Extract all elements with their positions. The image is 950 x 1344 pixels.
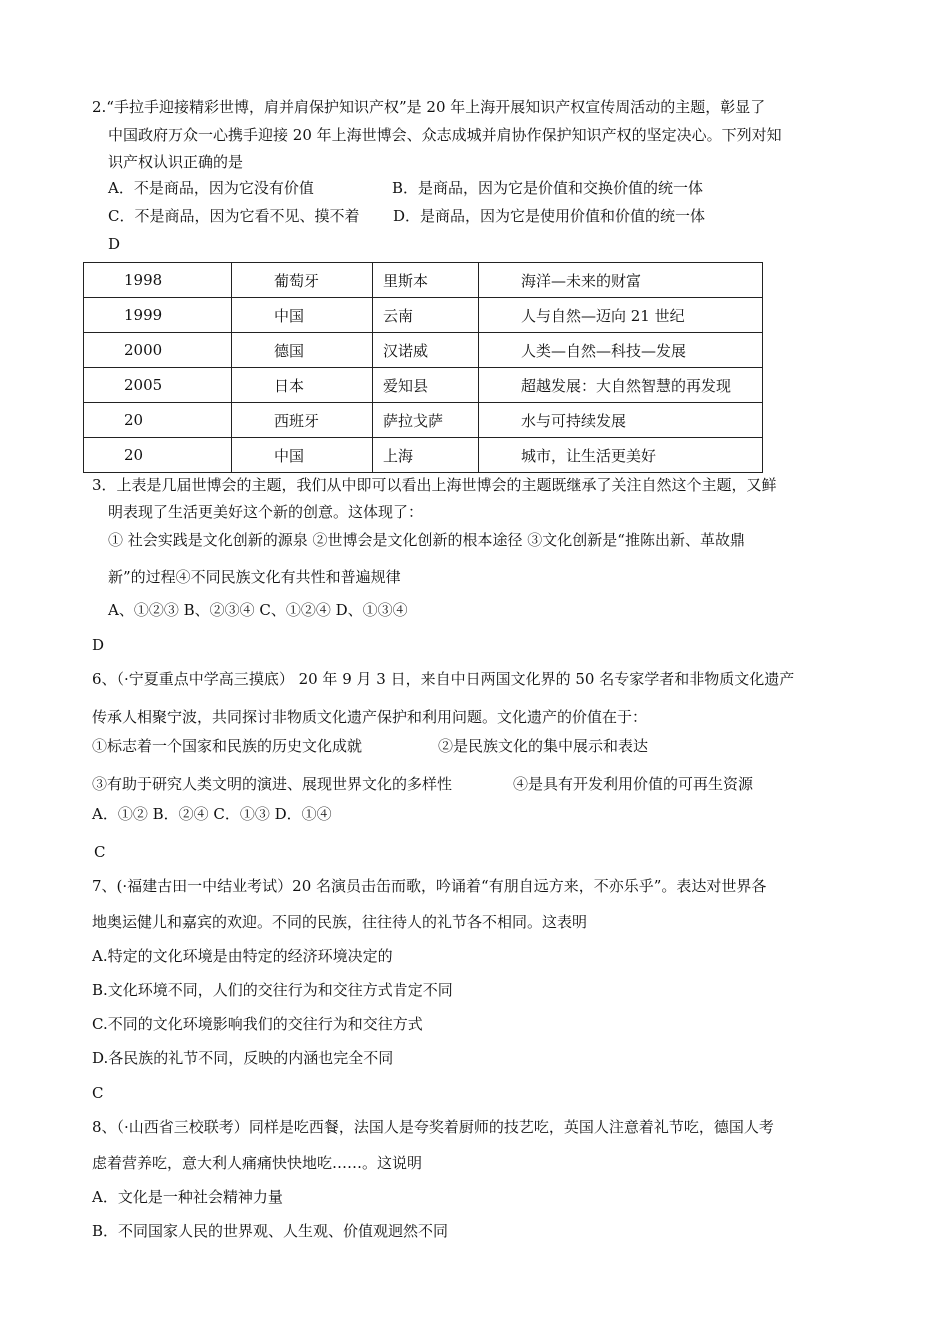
table-cell-theme: 海洋—未来的财富 <box>479 263 763 298</box>
table-cell-city: 爱知县 <box>373 368 479 403</box>
q2-option-b: B．是商品，因为它是价值和交换价值的统一体 <box>392 179 704 197</box>
table-cell-year: 1998 <box>84 263 232 298</box>
q3-items-line2: 新”的过程④不同民族文化有共性和普遍规律 <box>108 568 401 586</box>
q6-stem-line2: 传承人相聚宁波，共同探讨非物质文化遗产保护和利用问题。文化遗产的价值在于： <box>92 708 648 726</box>
table-cell-theme: 水与可持续发展 <box>479 403 763 438</box>
q8-stem-line1: 8、（·山西省三校联考）同样是吃西餐，法国人是夸奖着厨师的技艺吃，英国人注意着礼节吃，德国人考 <box>92 1118 774 1136</box>
table-row <box>84 438 763 473</box>
table-cell-city: 里斯本 <box>373 263 479 298</box>
q3-stem-line1: 3．上表是几届世博会的主题，我们从中即可以看出上海世博会的主题既继承了关注自然这个主题，又鲜 <box>92 476 777 494</box>
q7-stem-line2: 地奥运健儿和嘉宾的欢迎。不同的民族，往往待人的礼节各不相同。这表明 <box>92 913 588 931</box>
table-row <box>84 263 763 298</box>
q6-options: A．①② B．②④ C．①③ D．①④ <box>92 805 332 823</box>
q6-stem-line1: 6、（·宁夏重点中学高三摸底） 20 年 9 月 3 日，来自中日两国文化界的 50 名专家学者和非物质文化遗产 <box>92 670 795 688</box>
q3-items-line1: ① 社会实践是文化创新的源泉 ②世博会是文化创新的根本途径 ③文化创新是“推陈出新、革故鼎 <box>108 531 745 549</box>
q7-option-c: C.不同的文化环境影响我们的交往行为和交往方式 <box>92 1015 423 1033</box>
q7-option-d: D.各民族的礼节不同，反映的内涵也完全不同 <box>92 1049 394 1067</box>
q3-answer: D <box>92 636 105 654</box>
q7-option-b: B.文化环境不同，人们的交往行为和交往方式肯定不同 <box>92 981 453 999</box>
q6-answer: C <box>94 843 106 861</box>
q3-options: A、①②③ B、②③④ C、①②④ D、①③④ <box>108 601 408 619</box>
table-cell-country: 中国 <box>232 438 373 473</box>
q7-option-a: A.特定的文化环境是由特定的经济环境决定的 <box>92 947 393 965</box>
table-cell-city: 汉诺威 <box>373 333 479 368</box>
q2-stem-line2: 中国政府万众一心携手迎接 20 年上海世博会、众志成城并肩协作保护知识产权的坚定决心。下列对知 <box>108 126 782 144</box>
q2-option-d: D．是商品，因为它是使用价值和价值的统一体 <box>393 207 706 225</box>
q6-item-2: ②是民族文化的集中展示和表达 <box>438 737 649 755</box>
q7-answer: C <box>92 1084 104 1102</box>
q7-stem-line1: 7、(·福建古田一中结业考试）20 名演员击缶而歌，吟诵着“有朋自远方来，不亦乐乎”。表达对世界各 <box>92 877 767 895</box>
q2-option-c: C．不是商品，因为它看不见、摸不着 <box>108 207 360 225</box>
table-cell-theme: 城市，让生活更美好 <box>479 438 763 473</box>
table-cell-year: 2000 <box>84 333 232 368</box>
q2-option-a: A．不是商品，因为它没有价值 <box>108 179 314 197</box>
table-cell-city: 云南 <box>373 298 479 333</box>
q3-stem-line2: 明表现了生活更美好这个新的创意。这体现了： <box>108 503 424 521</box>
q8-option-b: B．不同国家人民的世界观、人生观、价值观迥然不同 <box>92 1222 449 1240</box>
q8-stem-line2: 虑着营养吃，意大利人痛痛快快地吃……。这说明 <box>92 1154 423 1172</box>
table-cell-year: 20 <box>84 403 232 438</box>
table-cell-country: 德国 <box>232 333 373 368</box>
table-cell-theme: 人与自然—迈向 21 世纪 <box>479 298 763 333</box>
q8-option-a: A．文化是一种社会精神力量 <box>92 1188 283 1206</box>
table-cell-theme: 人类—自然—科技—发展 <box>479 333 763 368</box>
table-cell-year: 2005 <box>84 368 232 403</box>
table-row <box>84 368 763 403</box>
q2-stem-line3: 识产权认识正确的是 <box>108 153 244 171</box>
table-row <box>84 403 763 438</box>
q6-item-4: ④是具有开发利用价值的可再生资源 <box>513 775 754 793</box>
table-row <box>84 298 763 333</box>
table-cell-country: 葡萄牙 <box>232 263 373 298</box>
q6-item-1: ①标志着一个国家和民族的历史文化成就 <box>92 737 363 755</box>
table-cell-country: 西班牙 <box>232 403 373 438</box>
table-cell-year: 1999 <box>84 298 232 333</box>
q6-item-3: ③有助于研究人类文明的演进、展现世界文化的多样性 <box>92 775 453 793</box>
table-cell-country: 中国 <box>232 298 373 333</box>
table-cell-city: 萨拉戈萨 <box>373 403 479 438</box>
q2-stem-line1: 2.“手拉手迎接精彩世博，肩并肩保护知识产权”是 20 年上海开展知识产权宣传周活动的主题，彰显了 <box>92 98 766 116</box>
expo-theme-table <box>83 262 763 473</box>
table-row <box>84 333 763 368</box>
q2-answer: D <box>108 235 121 253</box>
table-cell-theme: 超越发展：大自然智慧的再发现 <box>479 368 763 403</box>
table-cell-year: 20 <box>84 438 232 473</box>
table-cell-country: 日本 <box>232 368 373 403</box>
table-cell-city: 上海 <box>373 438 479 473</box>
